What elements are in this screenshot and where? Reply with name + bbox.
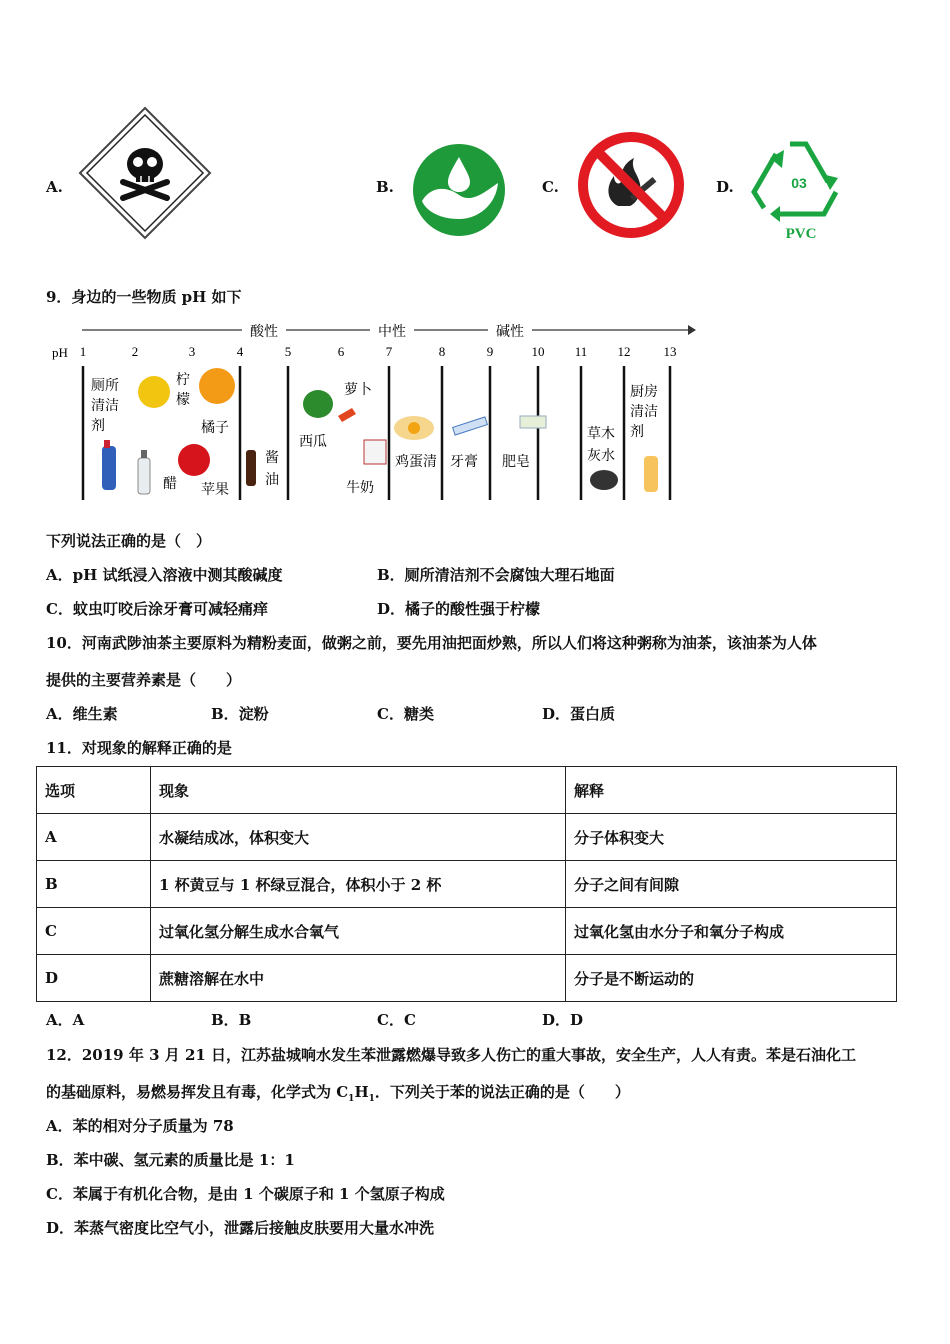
- label-apple: 苹果: [201, 482, 229, 498]
- q11-option-b: B．B: [211, 1011, 252, 1029]
- label-soap: 肥皂: [502, 454, 530, 470]
- table-cell: 分子体积变大: [566, 814, 897, 861]
- q8-option-a-label: A.: [46, 178, 63, 196]
- recycle-text: PVC: [785, 226, 817, 242]
- q11-table: [36, 766, 897, 1002]
- label-kitchen-1: 厨房: [630, 384, 658, 400]
- ph-tick: 12: [617, 344, 631, 359]
- q9-title: 9．身边的一些物质 pH 如下: [46, 288, 242, 306]
- ph-tick: 11: [574, 344, 588, 359]
- table-cell: 过氧化氢分解生成水合氧气: [151, 908, 566, 955]
- q12-option-c: C．苯属于有机化合物，是由 1 个碳原子和 1 个氢原子构成: [46, 1185, 445, 1203]
- ph-tick: 10: [531, 344, 545, 359]
- label-soy-1: 酱: [265, 450, 279, 466]
- recycle-code: 03: [791, 175, 807, 191]
- q11-option-c: C．C: [377, 1011, 416, 1029]
- q12-option-a: A．苯的相对分子质量为 78: [46, 1117, 234, 1135]
- ph-tick: 4: [236, 344, 244, 359]
- q9-option-d: D．橘子的酸性强于柠檬: [377, 600, 541, 618]
- table-row: [37, 955, 897, 1002]
- table-cell: 水凝结成冰，体积变大: [151, 814, 566, 861]
- q11-option-a: A．A: [46, 1011, 85, 1029]
- label-toothpaste: 牙膏: [450, 454, 478, 470]
- q9-option-a: A．pH 试纸浸入溶液中测其酸碱度: [46, 566, 283, 584]
- table-header-row: [37, 767, 897, 814]
- table-cell: 分子之间有间隙: [566, 861, 897, 908]
- q10-option-c: C．糖类: [377, 705, 434, 723]
- table-cell: 蔗糖溶解在水中: [151, 955, 566, 1002]
- recycle-pvc-icon: [746, 128, 852, 244]
- table-row: [37, 861, 897, 908]
- table-row: [37, 908, 897, 955]
- table-cell: B: [37, 861, 151, 908]
- label-kitchen-3: 剂: [630, 424, 644, 440]
- ph-tick: 5: [284, 344, 292, 359]
- table-cell: C: [37, 908, 151, 955]
- label-toilet-1: 厕所: [91, 378, 119, 394]
- q10-line1: 10．河南武陟油茶主要原料为精粉麦面，做粥之前，要先用油把面炒熟，所以人们将这种粥称为油茶，该油茶为人体: [46, 634, 817, 652]
- q8-option-b-label: B.: [376, 178, 394, 196]
- acid-label: 酸性: [250, 324, 278, 340]
- q10-line2: 提供的主要营养素是（ ）: [46, 671, 242, 689]
- ph-tick: 3: [188, 344, 196, 359]
- label-lemon-2: 檬: [176, 392, 190, 408]
- table-cell: 分子是不断运动的: [566, 955, 897, 1002]
- q8-option-d-label: D.: [716, 178, 734, 196]
- ph-tick: 8: [438, 344, 446, 359]
- table-cell: 过氧化氢由水分子和氧分子构成: [566, 908, 897, 955]
- no-fire-prohibited-icon: [576, 130, 686, 240]
- label-ash-1: 草木: [587, 426, 615, 442]
- q10-option-b: B．淀粉: [211, 705, 269, 723]
- q11-option-d: D．D: [542, 1011, 584, 1029]
- table-cell: A: [37, 814, 151, 861]
- label-toilet-2: 清洁: [91, 398, 119, 414]
- ph-tick: 2: [131, 344, 139, 359]
- ph-scale-figure: [46, 316, 706, 510]
- ph-tick: 7: [385, 344, 393, 359]
- table-header: 解释: [566, 767, 897, 814]
- q9-stem: 下列说法正确的是（ ）: [46, 532, 212, 550]
- q9-option-b: B．厕所清洁剂不会腐蚀大理石地面: [377, 566, 615, 584]
- q9-option-c: C．蚊虫叮咬后涂牙膏可减轻痛痒: [46, 600, 268, 618]
- q8-option-c-label: C.: [542, 178, 559, 196]
- label-egg: 鸡蛋清: [395, 454, 437, 470]
- label-vinegar: 醋: [163, 476, 177, 492]
- label-soy-2: 油: [265, 472, 279, 488]
- label-toilet-3: 剂: [91, 418, 105, 434]
- label-watermelon: 西瓜: [299, 434, 327, 450]
- ph-tick: 13: [663, 344, 677, 359]
- label-orange: 橘子: [201, 420, 229, 436]
- table-cell: D: [37, 955, 151, 1002]
- q11-title: 11．对现象的解释正确的是: [46, 739, 232, 757]
- ph-tick: 6: [337, 344, 345, 359]
- q10-option-d: D．蛋白质: [542, 705, 616, 723]
- q12-option-b: B．苯中碳、氢元素的质量比是 1：1: [46, 1151, 295, 1169]
- q12-line1: 12．2019 年 3 月 21 日，江苏盐城响水发生苯泄露燃爆导致多人伤亡的重大事故，安全生产，人人有责。苯是石油化工: [46, 1046, 857, 1064]
- label-lemon-1: 柠: [176, 372, 190, 388]
- label-milk: 牛奶: [346, 480, 374, 496]
- label-ash-2: 灰水: [587, 448, 615, 464]
- base-label: 碱性: [496, 324, 524, 340]
- water-saving-green-icon: [412, 143, 506, 237]
- table-row: [37, 814, 897, 861]
- ph-tick: 1: [79, 344, 87, 359]
- table-header: 选项: [37, 767, 151, 814]
- label-kitchen-2: 清洁: [630, 404, 658, 420]
- toxic-skull-diamond-icon: [78, 106, 212, 240]
- table-cell: 1 杯黄豆与 1 杯绿豆混合，体积小于 2 杯: [151, 861, 566, 908]
- label-radish: 萝卜: [344, 382, 372, 398]
- ph-axis-label: pH: [52, 345, 68, 360]
- q12-option-d: D．苯蒸气密度比空气小，泄露后接触皮肤要用大量水冲洗: [46, 1219, 435, 1237]
- ph-tick: 9: [486, 344, 494, 359]
- q10-option-a: A．维生素: [46, 705, 118, 723]
- q12-line2: 的基础原料，易燃易挥发且有毒，化学式为 $C_1H_1$．下列关于苯的说法正确的是（ ）: [46, 1083, 630, 1104]
- table-header: 现象: [151, 767, 566, 814]
- neutral-label: 中性: [378, 324, 406, 340]
